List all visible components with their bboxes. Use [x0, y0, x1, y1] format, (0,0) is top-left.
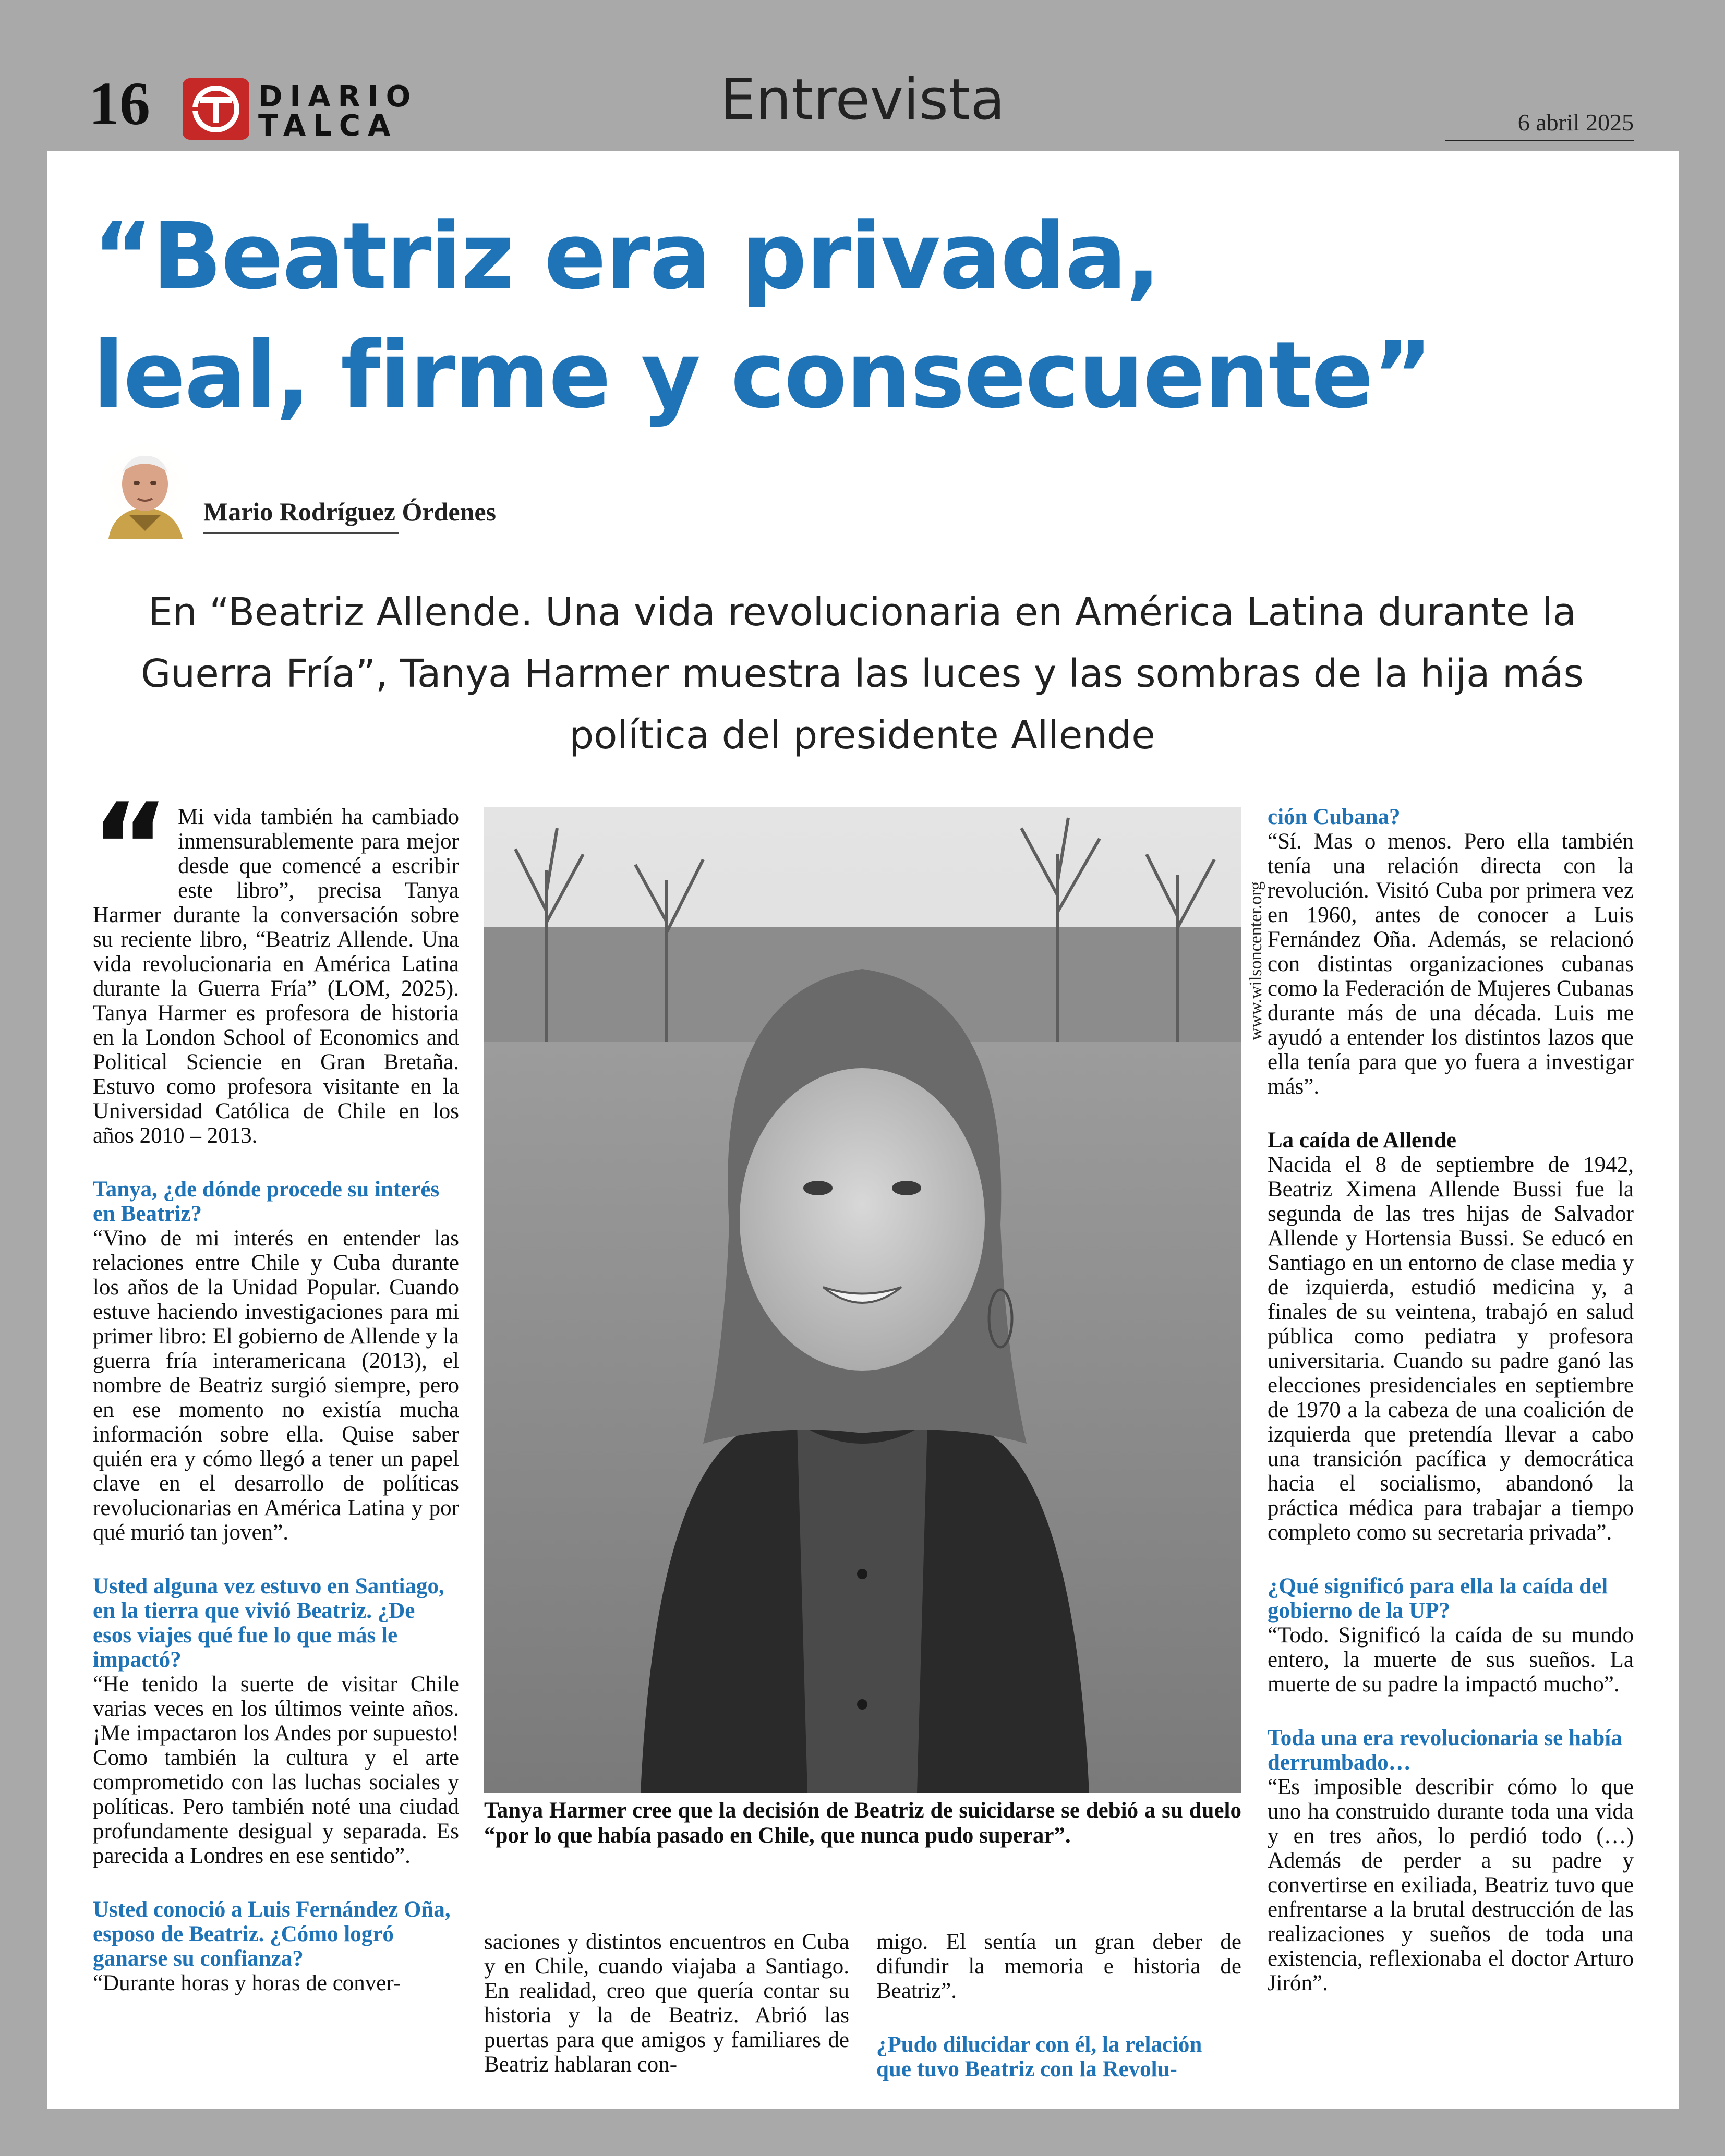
column-1 — [91, 778, 459, 1995]
question-4-end: ción Cubana? — [1268, 805, 1401, 829]
answer-6: “Es imposible describir cómo lo que uno ha construido durante toda una vida y en tres años, lo perdió todo (…) Además de perder a su padre y convertirse en exiliada, Beatriz tuvo que enfrentarse a la brutal destrucción de las realizaciones y sueños de toda una existencia, reflexionaba el doctor Arturo Jirón”. — [1268, 1775, 1634, 1995]
question-4: ¿Pudo dilucidar con él, la relación que tuvo Beatriz con la Revolu- — [876, 2032, 1202, 2081]
photo-caption: Tanya Harmer cree que la decisión de Beatriz de suicidarse se debió a su duelo “por lo que había pasado en Chile, que nunca pudo superar”. — [484, 1798, 1241, 1848]
photo-credit — [1240, 821, 1272, 1040]
question-3: Usted conoció a Luis Fernández Oña, esposo de Beatriz. ¿Cómo logró ganarse su confianza? — [93, 1897, 451, 1971]
photo-credit-text: www.wilsoncenter.org — [1246, 881, 1265, 1040]
headline-line-2: leal, firme y consecuente” — [93, 322, 1432, 429]
column-2 — [484, 1930, 849, 2077]
headline-line-1: “Beatriz era privada, — [93, 203, 1160, 310]
answer-3-start: “Durante horas y horas de conver- — [93, 1971, 401, 1995]
subheading: La caída de Allende — [1268, 1128, 1456, 1153]
author-underline — [203, 532, 399, 534]
question-2: Usted alguna vez estuvo en Santiago, en la tierra que vivió Beatriz. ¿De esos viajes qué fue lo que más le impactó? — [93, 1574, 444, 1672]
answer-3-continued: saciones y distintos encuentros en Cuba y en Chile, cuando viajaba a Santiago. En realidad, creo que quería contar su historia y la de Beatriz. Abrió las puertas para que amigos y familiares de Beatriz hablaran con- — [484, 1930, 849, 2077]
portrait-photo — [484, 807, 1241, 1793]
author-name: Mario Rodríguez Órdenes — [203, 497, 497, 526]
headline — [93, 197, 1432, 435]
issue-date: 6 abril 2025 — [1517, 109, 1634, 136]
answer-5: “Todo. Significó la caída de su mundo entero, la muerte de sus sueños. La muerte de su padre la impactó mucho”. — [1268, 1623, 1634, 1697]
intro-paragraph: Mi vida también ha cambiado inmensurablemente para mejor desde que comencé a escribir este libro”, precisa Tanya Harmer durante la conversación sobre su reciente libro, “Beatriz Allende. Una vida revolucionaria en América Latina durante la Guerra Fría” (LOM, 2025). Tanya Harmer es profesora de historia en la London School of Economics and Political Sciencie en Gran Bretaña. Estuvo como profesora visitante en la Universidad Católica de Chile en los años 2010 – 2013. — [93, 805, 459, 1148]
question-6: Toda una era revolucionaria se había derrumbado… — [1268, 1726, 1622, 1775]
column-3 — [876, 1930, 1241, 2081]
answer-1: “Vino de mi interés en entender las relaciones entre Chile y Cuba durante los años de la Unidad Popular. Cuando estuve haciendo investigaciones para mi primer libro: El gobierno de Allende y la guerra fría interamericana (2013), el nombre de Beatriz surgió siempre, pero en ese momento no existía mucha información sobre ella. Quise saber quién era y cómo llegó a tener un papel clave en el desarrollo de políticas revolucionarias en América Latina y por qué murió tan joven”. — [93, 1226, 459, 1545]
question-1: Tanya, ¿de dónde procede su interés en Beatriz? — [93, 1177, 440, 1226]
section-title: Entrevista — [720, 67, 1005, 132]
author-photo — [93, 442, 197, 539]
page-number: 16 — [89, 69, 150, 138]
dropcap-quote: “ — [91, 778, 170, 917]
answer-3-end: migo. El sentía un gran deber de difundir la memoria e historia de Beatriz”. — [876, 1930, 1241, 2003]
column-4 — [1268, 805, 1634, 1995]
question-5: ¿Qué significó para ella la caída del gobierno de la UP? — [1268, 1574, 1608, 1623]
brand-line-2: TALCA — [258, 109, 398, 143]
date-underline — [1445, 140, 1634, 141]
answer-4: “Sí. Mas o menos. Pero ella también tenía una relación directa con la revolución. Visitó Cuba por primera vez en 1960, antes de conocer a Luis Fernández Oña. Además, se relacionó con distintas organizaciones cubanas como la Federación de Mujeres Cubanas durante más de una década. Luis me ayudó a entender los distintos lazos que ella tenía para que yo fuera a investigar más”. — [1268, 829, 1634, 1099]
answer-2: “He tenido la suerte de visitar Chile varias veces en los últimos veinte años. ¡Me impactaron los Andes por supuesto! Como también la cultura y el arte comprometido con las luchas sociales y políticas. Pero también noté una ciudad profundamente desigual y separada. Es parecida a Londres en ese sentido”. — [93, 1672, 459, 1868]
standfirst: En “Beatriz Allende. Una vida revolucionaria en América Latina durante la Guerra Fría”, Tanya Harmer muestra las luces y las sombras de la hija más política del presidente Allende — [140, 590, 1584, 758]
brand-line-1: DIARIO — [258, 80, 418, 114]
bio-paragraph: Nacida el 8 de septiembre de 1942, Beatriz Ximena Allende Bussi fue la segunda de las tres hijas de Salvador Allende y Hortensia Bussi. Se educó en Santiago en un entorno de clase media y de izquierda, estudió medicina y, a finales de su veintena, trabajó en salud pública como pediatra y profesora universitaria. Cuando su padre ganó las elecciones presidenciales en septiembre de 1970 a la cabeza de una coalición de izquierda que pretendía llevar a cabo una transición pacífica y democrática hacia el socialismo, abandonó la práctica médica para trabajar a tiempo completo como su secretaria privada”. — [1268, 1153, 1634, 1545]
